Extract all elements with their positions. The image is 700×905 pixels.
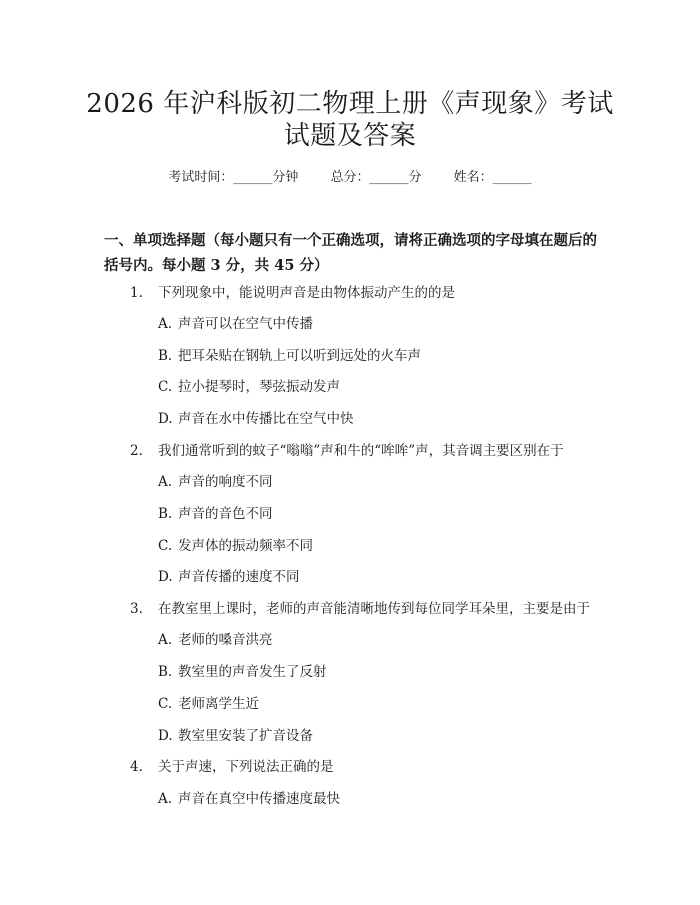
option-letter: A. <box>158 474 173 490</box>
option-letter: A. <box>158 316 173 332</box>
question-4 <box>130 757 610 777</box>
option-letter: C. <box>158 696 173 712</box>
question-3-option-d <box>158 726 598 746</box>
exam-info-row <box>0 168 700 188</box>
question-3 <box>130 599 610 619</box>
option-letter: D. <box>158 569 173 585</box>
option-text: 声音的音色不同 <box>178 506 273 522</box>
question-number: 2. <box>130 443 143 459</box>
option-letter: D. <box>158 411 173 427</box>
question-4-option-a <box>158 789 598 809</box>
question-3-option-a <box>158 630 598 650</box>
question-1-option-b <box>158 346 598 366</box>
document-title-line-1: 2026 年沪科版初二物理上册《声现象》考试 <box>86 89 614 119</box>
question-number: 1. <box>130 285 143 301</box>
document-title-line-2: 试题及答案 <box>283 121 417 151</box>
question-2-option-b <box>158 504 598 524</box>
option-text: 教室里安装了扩音设备 <box>178 728 313 744</box>
option-letter: B. <box>158 664 173 680</box>
option-text: 声音可以在空气中传播 <box>178 316 313 332</box>
question-1-option-c <box>158 377 598 397</box>
question-number: 3. <box>130 601 143 617</box>
question-2-option-a <box>158 472 598 492</box>
option-letter: B. <box>158 348 173 364</box>
option-text: 声音的响度不同 <box>178 474 273 490</box>
question-text: 下列现象中，能说明声音是由物体振动产生的的是 <box>158 285 455 301</box>
total-score-field: 总分：______分 <box>330 170 422 185</box>
question-1-option-a <box>158 314 598 334</box>
option-letter: C. <box>158 379 173 395</box>
option-letter: B. <box>158 506 173 522</box>
question-text: 在教室里上课时，老师的声音能清晰地传到每位同学耳朵里，主要是由于 <box>158 601 590 617</box>
option-text: 老师离学生近 <box>178 696 259 712</box>
exam-time-field: 考试时间：______分钟 <box>168 170 299 185</box>
question-number: 4. <box>130 759 143 775</box>
option-letter: D. <box>158 728 173 744</box>
student-name-field: 姓名：______ <box>453 170 532 185</box>
question-3-option-c <box>158 694 598 714</box>
section-heading: 一、单项选择题（每小题只有一个正确选项，请将正确选项的字母填在题后的括号内。每小题 3 分，共 45 分） <box>104 232 597 274</box>
option-letter: C. <box>158 538 173 554</box>
question-1 <box>130 283 610 303</box>
option-text: 拉小提琴时，琴弦振动发声 <box>178 379 340 395</box>
question-2-option-c <box>158 536 598 556</box>
option-text: 发声体的振动频率不同 <box>178 538 313 554</box>
question-1-option-d <box>158 409 598 429</box>
option-text: 老师的嗓音洪亮 <box>178 632 273 648</box>
option-text: 声音在真空中传播速度最快 <box>178 791 340 807</box>
option-letter: A. <box>158 791 173 807</box>
option-letter: A. <box>158 632 173 648</box>
option-text: 声音传播的速度不同 <box>178 569 300 585</box>
question-text: 我们通常听到的蚊子“嗡嗡”声和牛的“哞哞”声，其音调主要区别在于 <box>158 443 564 459</box>
question-2-option-d <box>158 567 598 587</box>
option-text: 声音在水中传播比在空气中快 <box>178 411 354 427</box>
option-text: 教室里的声音发生了反射 <box>178 664 327 680</box>
question-text: 关于声速，下列说法正确的是 <box>158 759 334 775</box>
question-3-option-b <box>158 662 598 682</box>
option-text: 把耳朵贴在钢轨上可以听到远处的火车声 <box>178 348 421 364</box>
question-2 <box>130 441 610 461</box>
